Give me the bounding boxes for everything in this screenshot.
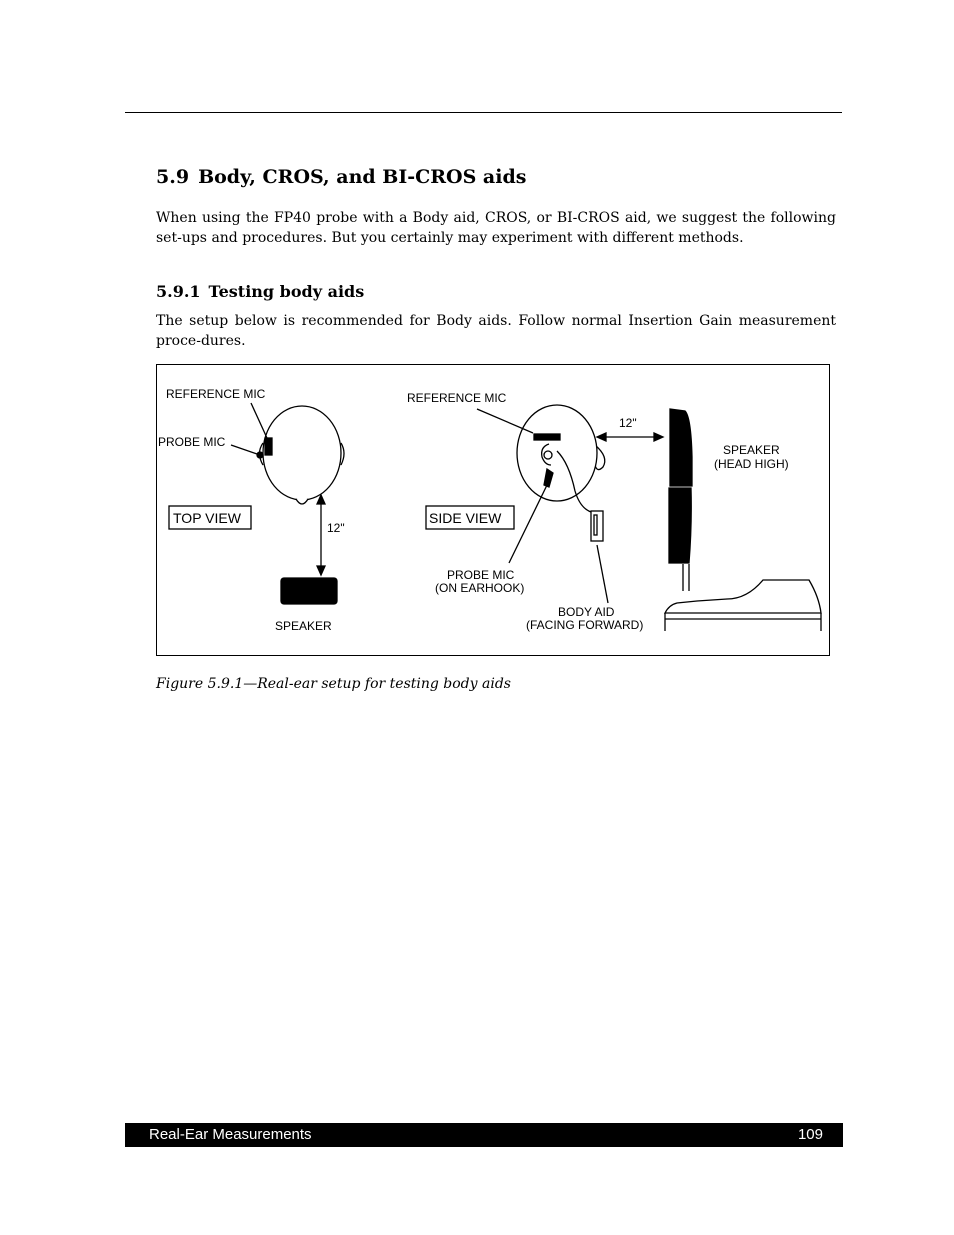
top-view-probe-mic [257, 452, 263, 458]
top-view-label: TOP VIEW [173, 510, 241, 526]
top-view-reference-mic-leader [251, 403, 267, 438]
top-view-head [263, 406, 341, 500]
top-view-distance-label: 12" [327, 521, 345, 535]
top-view-reference-mic-label: REFERENCE MIC [166, 387, 266, 401]
section-title: Body, CROS, and BI-CROS aids [198, 166, 527, 188]
page-footer [125, 1123, 843, 1147]
side-view-upper-speaker [670, 409, 692, 486]
side-view-arrow-right-icon [654, 433, 663, 441]
setup-figure [156, 364, 830, 656]
subsection-number: 5.9.1 [156, 282, 201, 301]
side-view-label: SIDE VIEW [429, 510, 502, 526]
side-view-lower-speaker [669, 488, 691, 563]
section-heading [156, 166, 526, 188]
side-view-probe-mic-label-1: PROBE MIC [447, 568, 515, 582]
side-view-speaker-label-2: (HEAD HIGH) [714, 457, 789, 471]
subsection-paragraph: The setup below is recommended for Body aids. Follow normal Insertion Gain measurement proce-dures. [156, 313, 836, 349]
top-view-reference-mic [265, 438, 272, 455]
side-view-speaker-label-1: SPEAKER [723, 443, 780, 457]
side-view-probe-mic-leader [509, 481, 549, 563]
side-view-arrow-left-icon [597, 433, 606, 441]
side-view-reference-mic [534, 434, 560, 440]
side-view-body-aid-leader [597, 545, 608, 603]
top-view-speaker [281, 578, 337, 604]
footer-chapter: Real-Ear Measurements [149, 1126, 312, 1143]
subsection-title: Testing body aids [208, 282, 365, 301]
header-rule [125, 112, 842, 113]
top-view-nose [296, 499, 308, 504]
side-view-probe-mic-label-2: (ON EARHOOK) [435, 581, 525, 595]
intro-paragraph: When using the FP40 probe with a Body aid, CROS, or BI-CROS aid, we suggest the following set-ups and procedures. But you certainly may experiment with different methods. [156, 210, 836, 246]
top-view-probe-mic-label: PROBE MIC [158, 435, 226, 449]
side-view-reference-mic-label: REFERENCE MIC [407, 391, 507, 405]
side-view-body-aid-label-1: BODY AID [558, 605, 615, 619]
side-view-body-aid-label-2: (FACING FORWARD) [526, 618, 644, 632]
setup-diagram [157, 365, 831, 657]
figure-caption: Figure 5.9.1—Real-ear setup for testing body aids [156, 676, 511, 692]
side-view-distance-label: 12" [619, 416, 637, 430]
footer-page-number: 109 [797, 1126, 823, 1143]
top-view-arrow-down-icon [317, 566, 325, 575]
section-number: 5.9 [156, 166, 190, 188]
subsection-heading [156, 282, 364, 301]
top-view-speaker-label: SPEAKER [275, 619, 332, 633]
top-view-probe-mic-leader [231, 445, 257, 454]
side-view-head [517, 405, 597, 501]
side-view-reference-mic-leader [477, 409, 533, 433]
